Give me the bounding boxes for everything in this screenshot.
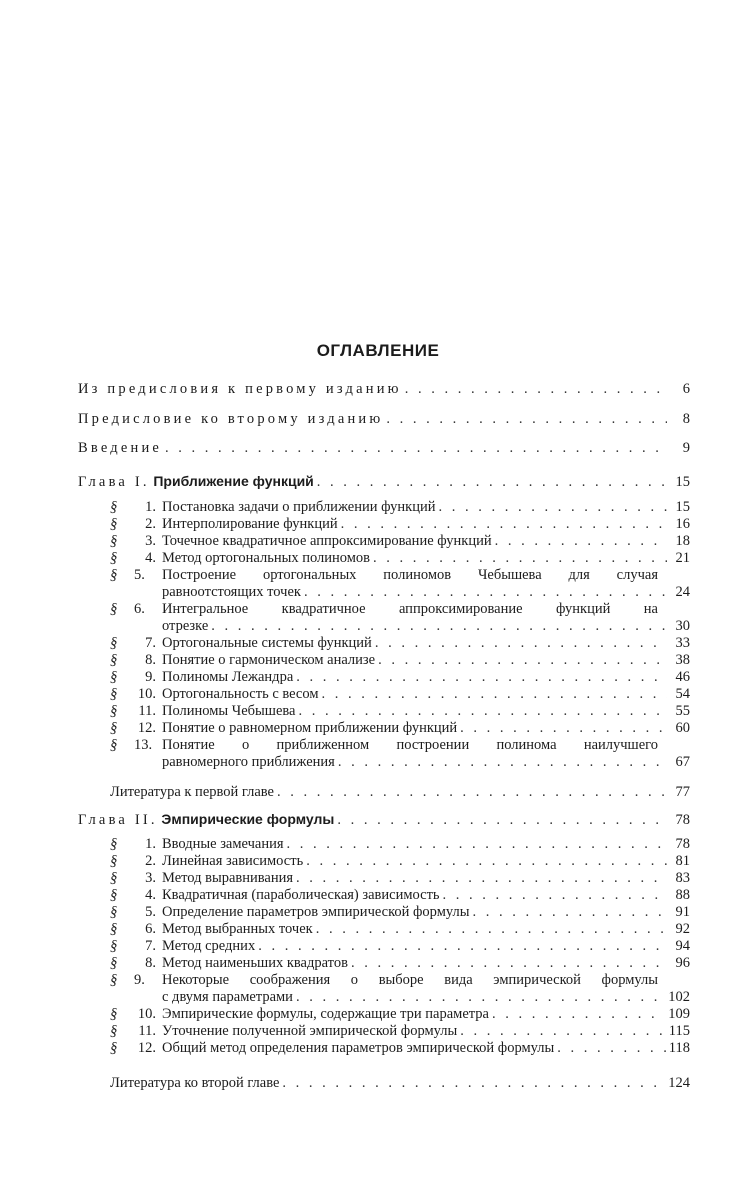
toc-entry-page: 6: [682, 381, 690, 397]
section-title: Ортогональные системы функций: [162, 635, 372, 651]
section-title: Вводные замечания: [162, 836, 284, 852]
section-entry: § 1. Вводные замечания . . . 78: [110, 836, 690, 853]
section-page: 60: [675, 720, 690, 736]
section-page: 96: [675, 955, 690, 971]
section-page: 33: [675, 635, 690, 651]
section-title: Метод наименьших квадратов: [162, 955, 348, 971]
section-title: Линейная зависимость: [162, 853, 304, 869]
section-entry: § 4. Квадратичная (параболическая) зависимость . . . 88: [110, 887, 690, 904]
section-title-cont: с двумя параметрами: [162, 989, 293, 1005]
section-page: 67: [675, 754, 690, 770]
section-entry: § 7. Ортогональные системы функций . . . 33: [110, 635, 690, 652]
section-entry-cont: [162, 584, 690, 601]
section-entry: § 5. Построение ортогональных полиномов Чебышева для случая: [110, 567, 658, 583]
section-page: 94: [675, 938, 690, 954]
section-title: Квадратичная (параболическая) зависимость: [162, 887, 440, 903]
section-title: Построение ортогональных полиномов Чебышева для случая: [162, 567, 658, 583]
section-entry: § 11. Полиномы Чебышева . . . 55: [110, 703, 690, 720]
section-entry: § 5. Определение параметров эмпирической формулы . . . 91: [110, 904, 690, 921]
toc-entry-text: Предисловие ко второму изданию: [78, 411, 384, 427]
section-title-cont: равноотстоящих точек: [162, 584, 301, 600]
section-page: 46: [675, 669, 690, 685]
section-title: Некоторые соображения о выборе вида эмпирической формулы: [162, 972, 658, 988]
section-title: Полиномы Чебышева: [162, 703, 296, 719]
literature-title: Литература ко второй главе: [110, 1075, 280, 1091]
section-page: 21: [675, 550, 690, 566]
toc-entry-page: 8: [682, 411, 690, 427]
literature-page: 77: [675, 784, 690, 800]
section-entry: § 6. Метод выбранных точек . . . 92: [110, 921, 690, 938]
section-title: Метод выбранных точек: [162, 921, 313, 937]
section-entry: § 4. Метод ортогональных полиномов . . . 21: [110, 550, 690, 567]
section-page: 88: [675, 887, 690, 903]
section-entry: § 9. Полиномы Лежандра . . . 46: [110, 669, 690, 686]
section-entry: § 13. Понятие о приближенном построении полинома наилучшего: [110, 737, 658, 753]
section-title: Определение параметров эмпирической формулы: [162, 904, 470, 920]
chapter-label: Глава I.: [78, 474, 150, 490]
section-entry: § 12. Понятие о равномерном приближении функций . . . 60: [110, 720, 690, 737]
section-entry: § 8. Метод наименьших квадратов . . . 96: [110, 955, 690, 972]
chapter-label: Глава II.: [78, 812, 158, 828]
section-entry: § 10. Эмпирические формулы, содержащие три параметра . . . 109: [110, 1006, 690, 1023]
section-entry: § 3. Точечное квадратичное аппроксимирование функций . . . 18: [110, 533, 690, 550]
section-entry: § 10. Ортогональность с весом . . . 54: [110, 686, 690, 703]
section-title: Уточнение полученной эмпирической формулы: [162, 1023, 458, 1039]
section-title: Понятие о приближенном построении полинома наилучшего: [162, 737, 658, 753]
toc-entry: [78, 440, 690, 457]
section-title: Интегральное квадратичное аппроксимирование функций на: [162, 601, 658, 617]
section-entry: § 8. Понятие о гармоническом анализе . . . 38: [110, 652, 690, 669]
section-page: 92: [675, 921, 690, 937]
section-title: Метод ортогональных полиномов: [162, 550, 371, 566]
page-title: ОГЛАВЛЕНИЕ: [316, 341, 440, 360]
section-entry-cont: [162, 754, 690, 771]
section-entry-cont: [162, 989, 690, 1006]
section-entry: § 11. Уточнение полученной эмпирической формулы . . . 115: [110, 1023, 690, 1040]
section-page: 78: [675, 836, 690, 852]
section-page: 102: [668, 989, 690, 1005]
chapter-heading: [78, 811, 690, 829]
chapter-title: Приближение функций: [153, 473, 314, 489]
section-page: 30: [675, 618, 690, 634]
literature-title: Литература к первой главе: [110, 784, 274, 800]
chapter-page: 78: [675, 812, 690, 828]
section-page: 109: [668, 1006, 690, 1022]
literature-entry: [110, 1075, 690, 1092]
section-entry: § 2. Линейная зависимость . . . 81: [110, 853, 690, 870]
section-entry: § 1. Постановка задачи о приближении функций . . . 15: [110, 499, 690, 516]
section-entry: § 3. Метод выравнивания . . . 83: [110, 870, 690, 887]
section-page: 55: [675, 703, 690, 719]
section-page: 24: [675, 584, 690, 600]
section-entry: § 12. Общий метод определения параметров эмпирической формулы . . . 118: [110, 1040, 690, 1057]
section-title: Интерполирование функций: [162, 516, 338, 532]
section-title: Постановка задачи о приближении функций: [162, 499, 436, 515]
section-title: Точечное квадратичное аппроксимирование функций: [162, 533, 492, 549]
section-title: Метод выравнивания: [162, 870, 294, 886]
section-page: 115: [668, 1023, 690, 1039]
section-title: Полиномы Лежандра: [162, 669, 294, 685]
chapter-title: Эмпирические формулы: [161, 811, 335, 827]
section-title: Понятие о гармоническом анализе: [162, 652, 376, 668]
section-title: Понятие о равномерном приближении функций: [162, 720, 458, 736]
section-page: 118: [668, 1040, 690, 1056]
literature-page: 124: [668, 1075, 690, 1091]
section-title-cont: отрезке: [162, 618, 209, 634]
section-entry: § 2. Интерполирование функций . . . 16: [110, 516, 690, 533]
section-entry: § 6. Интегральное квадратичное аппроксимирование функций на: [110, 601, 658, 617]
section-title: Общий метод определения параметров эмпирической формулы: [162, 1040, 555, 1056]
toc-entry: [78, 411, 690, 428]
section-page: 16: [675, 516, 690, 532]
section-entry-cont: [162, 618, 690, 635]
section-title: Эмпирические формулы, содержащие три параметра: [162, 1006, 489, 1022]
section-entry: § 7. Метод средних . . . 94: [110, 938, 690, 955]
literature-entry: [110, 784, 690, 801]
section-title: Ортогональность с весом: [162, 686, 319, 702]
section-page: 15: [675, 499, 690, 515]
toc-entry: [78, 381, 690, 398]
section-page: 83: [675, 870, 690, 886]
chapter-heading: [78, 473, 690, 491]
section-entry: § 9. Некоторые соображения о выборе вида эмпирической формулы: [110, 972, 658, 988]
section-page: 91: [675, 904, 690, 920]
section-page: 38: [675, 652, 690, 668]
section-title-cont: равномерного приближения: [162, 754, 335, 770]
toc-entry-page: 9: [682, 440, 690, 456]
toc-entry-text: Введение: [78, 440, 163, 456]
section-page: 81: [675, 853, 690, 869]
chapter-page: 15: [675, 474, 690, 490]
section-title: Метод средних: [162, 938, 256, 954]
section-page: 18: [675, 533, 690, 549]
toc-entry-text: Из предисловия к первому изданию: [78, 381, 402, 397]
section-page: 54: [675, 686, 690, 702]
